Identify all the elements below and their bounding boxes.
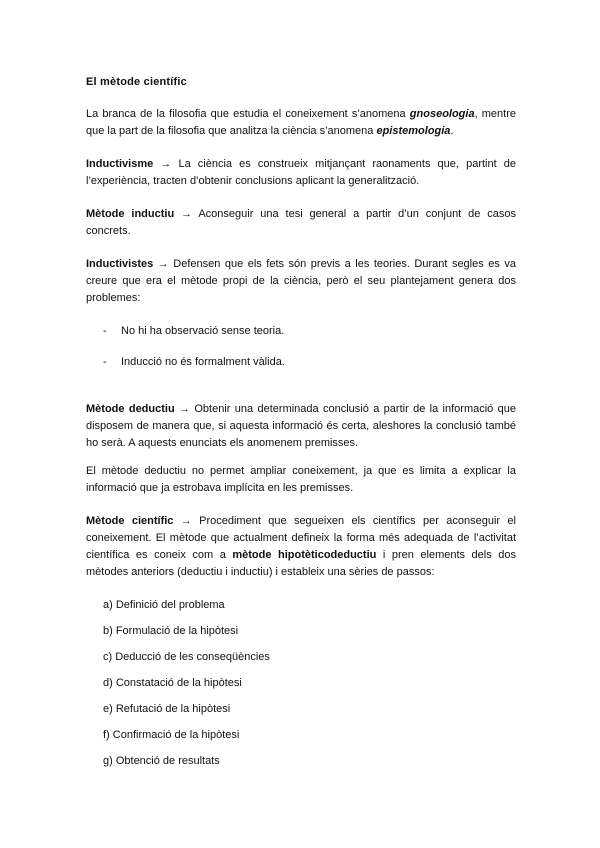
term-inductivistes: Inductivistes — [86, 258, 154, 270]
intro-paragraph — [86, 106, 516, 140]
list-item: b) Formulació de la hipòtesi — [103, 625, 239, 637]
intro-text-end: . — [450, 125, 454, 137]
keyword-epistemologia: epistemologia — [376, 125, 451, 137]
document-title: El mètode científic — [86, 76, 187, 88]
list-item: a) Definició del problema — [103, 599, 225, 611]
term-inductivisme: Inductivisme — [86, 158, 154, 170]
list-item: g) Obtenció de resultats — [103, 755, 220, 767]
metode-inductiu-paragraph — [86, 206, 516, 240]
inductivistes-definition: → Defensen que els fets són previs a les teories. Durant segles es va creure que era el mètode propi de la ciència, però el seu plantejament genera dos problemes: — [86, 258, 516, 304]
list-item: d) Constatació de la hipòtesi — [103, 677, 242, 689]
list-item: - No hi ha observació sense teoria. — [103, 323, 516, 340]
section-spacer — [86, 371, 516, 401]
problems-list — [103, 323, 516, 371]
inductivistes-paragraph — [86, 256, 516, 307]
keyword-gnoseologia: gnoseologia — [409, 108, 475, 120]
inductivisme-paragraph — [86, 156, 516, 190]
steps-list — [103, 597, 516, 770]
list-item: c) Deducció de les conseqüències — [103, 651, 270, 663]
keyword-hipoteticodeductiu: mètode hipotèticodeductiu — [232, 549, 377, 561]
metode-deductiu-paragraph — [86, 401, 516, 452]
deductiu-note-paragraph: El mètode deductiu no permet ampliar coneixement, ja que es limita a explicar la informació que ja estrobava implícita en les premisses. — [86, 465, 516, 494]
metode-cientific-paragraph — [86, 513, 516, 581]
metode-inductiu-definition: → Aconseguir una tesi general a partir d’un conjunt de casos concrets. — [86, 208, 516, 237]
term-metode-inductiu: Mètode inductiu — [86, 208, 175, 220]
inductivisme-definition: → La ciència es construeix mitjançant raonaments que, partint de l’experiència, tracten d’obtenir conclusions aplicant la generalització. — [86, 158, 516, 187]
metode-deductiu-definition: → Obtenir una determinada conclusió a partir de la informació que disposem de manera que, si aquesta informació és certa, aleshores la conclusió també ho serà. A aquests enunciats els anomenem premisses. — [86, 403, 517, 449]
document-page — [86, 74, 516, 779]
list-item: f) Confirmació de la hipòtesi — [103, 729, 240, 741]
intro-text-start: La branca de la filosofia que estudia el coneixement s’anomena — [86, 108, 410, 120]
intro-text-middle: , mentre que la part de la filosofia que analitza la ciència s’anomena — [86, 108, 516, 137]
list-item: - Inducció no és formalment vàlida. — [103, 354, 516, 371]
term-metode-deductiu: Mètode deductiu — [86, 403, 175, 415]
list-item: e) Refutació de la hipòtesi — [103, 703, 231, 715]
metode-cientific-text-end: i pren elements dels dos mètodes anteriors (deductiu i inductiu) i estableix una sèries de passos: — [86, 549, 516, 578]
metode-cientific-text-start: → Procediment que segueixen els científics per aconseguir el coneixement. El mètode que actualment defineix la forma més adequada de l’activitat científica es coneix com a — [86, 515, 516, 561]
term-metode-cientific: Mètode científic — [86, 515, 174, 527]
